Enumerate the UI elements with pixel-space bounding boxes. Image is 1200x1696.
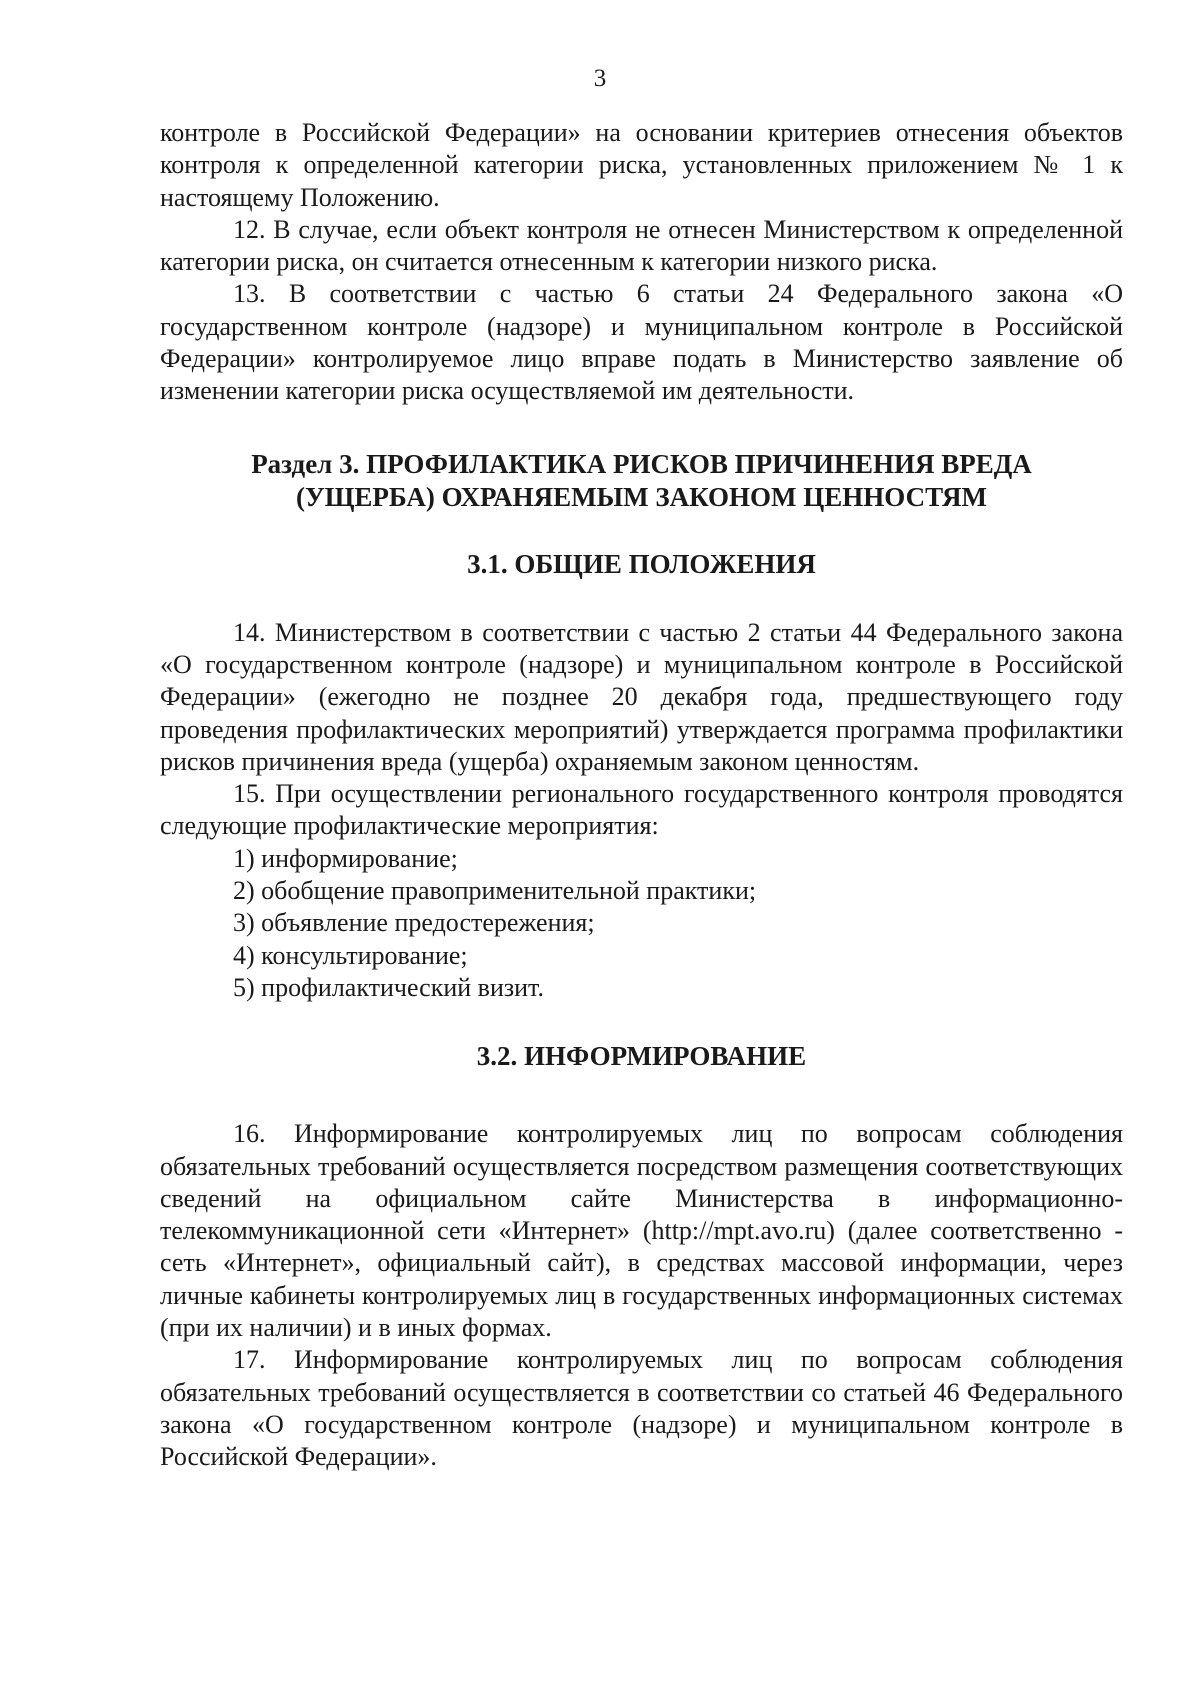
list-item: 5) профилактический визит. — [233, 972, 544, 1002]
paragraph-17: 17. Информирование контролируемых лиц по вопросам соблюдения обязательных требований осуществляется в соответствии со статьей 46 Федерального закона «О государственном контроле (надзоре) и муниципальном контроле в Российской Федерации». — [160, 1345, 1123, 1472]
paragraph-15: 15. При осуществлении регионального государственного контроля проводятся следующие профилактические мероприятия: — [160, 779, 1123, 841]
page-number: 3 — [593, 65, 607, 92]
section-3-title-line-1: Раздел 3. ПРОФИЛАКТИКА РИСКОВ ПРИЧИНЕНИЯ ВРЕДА — [251, 448, 1032, 479]
paragraph-16: 16. Информирование контролируемых лиц по вопросам соблюдения обязательных требований осуществляется посредством размещения соответствующих сведений на официальном сайте Министерства в информационно-телекоммуникационной сети «Интернет» (http://mpt.avo.ru) (далее соответственно - сеть «Интернет», официальный сайт), в средствах массовой информации, через личные кабинеты контролируемых лиц в государственных информационных системах (при их наличии) и в иных формах. — [160, 1119, 1123, 1343]
paragraph-13: 13. В соответствии с частью 6 статьи 24 Федерального закона «О государственном контроле (надзоре) и муниципальном контроле в Российской Федерации» контролируемое лицо вправе подать в Министерство заявление об изменении категории риска осуществляемой им деятельности. — [160, 279, 1123, 406]
list-item: 2) обобщение правоприменительной практики; — [233, 876, 757, 906]
subsection-3-1-title: 3.1. ОБЩИЕ ПОЛОЖЕНИЯ — [467, 548, 816, 579]
list-item: 4) консультирование; — [233, 940, 468, 970]
paragraph-11-continuation: контроле в Российской Федерации» на основании критериев отнесения объектов контроля к определенной категории риска, установленных приложением № 1 к настоящему Положению. — [160, 118, 1123, 212]
list-item: 3) объявление предостережения; — [233, 908, 595, 938]
prevention-measures-list — [160, 843, 1123, 1004]
list-item: 1) информирование; — [233, 843, 458, 873]
paragraph-14: 14. Министерством в соответствии с частью 2 статьи 44 Федерального закона «О государственном контроле (надзоре) и муниципальном контроле в Российской Федерации» (ежегодно не позднее 20 декабря года, предшествующего году проведения профилактических мероприятий) утверждается программа профилактики рисков причинения вреда (ущерба) охраняемым законом ценностям. — [160, 617, 1123, 776]
subsection-3-2-title: 3.2. ИНФОРМИРОВАНИЕ — [476, 1041, 807, 1072]
document-body — [160, 117, 1123, 1474]
paragraph-12: 12. В случае, если объект контроля не отнесен Министерством к определенной категории риска, он считается отнесенным к категории низкого риска. — [160, 214, 1123, 277]
section-3-title-line-2: (УЩЕРБА) ОХРАНЯЕМЫМ ЗАКОНОМ ЦЕННОСТЯМ — [295, 481, 988, 512]
section-3-title — [160, 448, 1123, 514]
